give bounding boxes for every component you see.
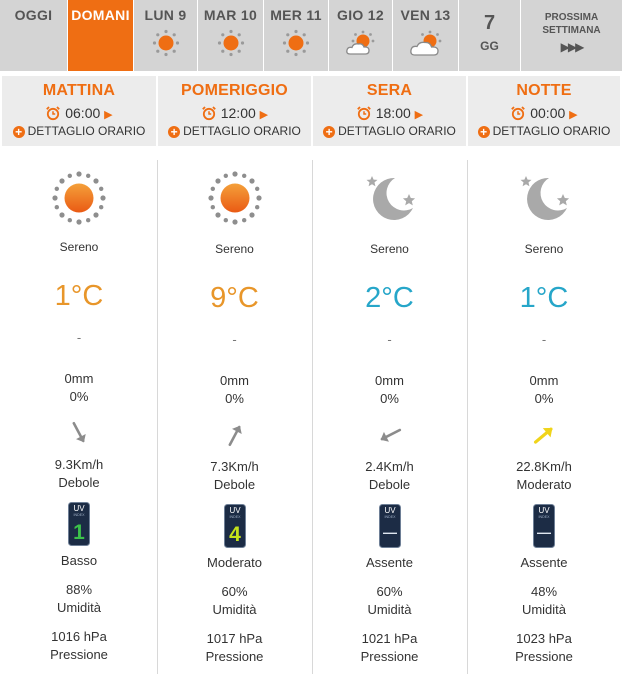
- pressure-value: 1021 hPa: [361, 631, 418, 646]
- plus-icon: +: [13, 126, 25, 138]
- arrow-right-icon: ▶: [569, 109, 578, 121]
- pressure-label: Pressione: [205, 649, 264, 664]
- temperature: 1°C: [519, 282, 569, 314]
- wind-speed: 9.3Km/h: [54, 457, 104, 472]
- condition-text: Sereno: [59, 240, 99, 254]
- day-tabs: [0, 0, 622, 71]
- moon-icon: [516, 170, 572, 226]
- forecast-column-notte: [468, 150, 620, 680]
- triple-arrow-icon: ▶▶▶: [560, 40, 583, 54]
- period-time-value: 00:00: [530, 105, 566, 121]
- rain-amount: 0mm: [64, 371, 94, 386]
- svg-text:UV: UV: [228, 506, 241, 515]
- sun-icon: [51, 170, 107, 226]
- tab-mer-11[interactable]: [264, 0, 329, 71]
- plus-icon: +: [168, 126, 180, 138]
- humidity-value: 60%: [221, 584, 248, 599]
- svg-text:INDEX: INDEX: [384, 515, 395, 519]
- seven-days-unit: GG: [480, 39, 499, 53]
- uv-index-icon: [379, 504, 401, 548]
- forecast-column-pomeriggio: [158, 150, 311, 680]
- rain-probability: 0%: [69, 389, 89, 404]
- humidity-value: 88%: [65, 582, 93, 597]
- wind-description: Debole: [368, 477, 411, 492]
- precipitation-note: -: [76, 330, 82, 345]
- period-time: [158, 105, 311, 121]
- wind-description: Moderato: [516, 477, 572, 492]
- wind-arrow-icon: [375, 420, 405, 450]
- alarm-clock-icon: [356, 105, 372, 121]
- detail-label: DETTAGLIO ORARIO: [27, 124, 146, 138]
- humidity-value: 48%: [530, 584, 558, 599]
- condition-text: Sereno: [215, 242, 254, 256]
- sun-icon: [279, 28, 313, 58]
- svg-text:INDEX: INDEX: [538, 515, 550, 519]
- arrow-right-icon: ▶: [414, 109, 424, 121]
- tab-lun-9[interactable]: [134, 0, 198, 71]
- moon-icon: [362, 170, 418, 226]
- tab-gio-12[interactable]: [329, 0, 393, 71]
- period-time: [2, 105, 156, 121]
- uv-index-icon: [68, 502, 90, 546]
- uv-value: —: [537, 524, 551, 540]
- pressure-value: 1017 hPa: [206, 631, 263, 646]
- pressure-label: Pressione: [515, 649, 573, 664]
- period-name: POMERIGGIO: [181, 82, 288, 99]
- sun-icon: [214, 28, 248, 58]
- svg-text:INDEX: INDEX: [73, 513, 85, 517]
- pressure-label: Pressione: [360, 649, 419, 664]
- wind-speed: 7.3Km/h: [210, 459, 259, 474]
- detail-link[interactable]: [158, 124, 311, 138]
- period-time-value: 18:00: [375, 105, 411, 121]
- plus-icon: +: [323, 126, 335, 138]
- rain-amount: 0mm: [529, 373, 559, 388]
- precipitation-note: -: [232, 332, 237, 347]
- detail-label: DETTAGLIO ORARIO: [338, 124, 456, 138]
- wind-description: Debole: [58, 475, 100, 490]
- next-week-label: [521, 11, 622, 37]
- condition-text: Sereno: [524, 242, 564, 256]
- alarm-clock-icon: [201, 105, 217, 121]
- pressure-value: 1016 hPa: [51, 629, 107, 644]
- uv-label: Assente: [520, 555, 568, 570]
- svg-text:UV: UV: [383, 506, 396, 515]
- uv-value: 1: [73, 521, 85, 544]
- period-header-notte: [468, 76, 620, 146]
- svg-text:UV: UV: [538, 506, 550, 515]
- period-header-sera: [313, 76, 466, 146]
- svg-text:INDEX: INDEX: [229, 515, 240, 519]
- next-week-line1: PROSSIMA: [544, 12, 599, 23]
- condition-text: Sereno: [370, 242, 409, 256]
- uv-value: —: [382, 524, 397, 540]
- wind-description: Debole: [213, 477, 256, 492]
- uv-label: Moderato: [207, 555, 262, 570]
- period-time: [468, 105, 620, 121]
- period-header-pomeriggio: [158, 76, 311, 146]
- svg-text:UV: UV: [73, 504, 85, 513]
- period-time-value: 06:00: [65, 105, 101, 121]
- arrow-right-icon: ▶: [259, 109, 269, 121]
- detail-link[interactable]: [468, 124, 620, 138]
- uv-index-icon: [224, 504, 246, 548]
- tab-label: DOMANI: [71, 7, 130, 23]
- period-name: NOTTE: [516, 82, 572, 99]
- detail-link[interactable]: [313, 124, 466, 138]
- period-name: SERA: [366, 82, 413, 99]
- tab-7-giorni[interactable]: [459, 0, 521, 71]
- tab-domani[interactable]: [68, 0, 134, 71]
- period-name: MATTINA: [42, 82, 116, 99]
- detail-link[interactable]: [2, 124, 156, 138]
- rain-amount: 0mm: [220, 373, 249, 388]
- detail-label: DETTAGLIO ORARIO: [183, 124, 301, 138]
- uv-value: 4: [228, 523, 241, 546]
- humidity-label: Umidità: [367, 602, 412, 617]
- detail-label: DETTAGLIO ORARIO: [492, 124, 611, 138]
- temperature: 2°C: [365, 282, 414, 314]
- humidity-label: Umidità: [212, 602, 257, 617]
- next-week-line2: SETTIMANA: [542, 25, 601, 36]
- tab-label: VEN 13: [400, 7, 451, 23]
- humidity-label: Umidità: [56, 600, 102, 615]
- temperature: 9°C: [210, 282, 259, 314]
- period-time-value: 12:00: [220, 105, 256, 121]
- wind-arrow-icon: [220, 420, 250, 450]
- rain-amount: 0mm: [375, 373, 404, 388]
- humidity-value: 60%: [376, 584, 403, 599]
- uv-label: Assente: [366, 555, 413, 570]
- tab-prossima-settimana[interactable]: [521, 0, 622, 71]
- partly-cloudy-icon: [344, 28, 378, 58]
- tab-label: LUN 9: [144, 7, 187, 23]
- alarm-clock-icon: [45, 105, 61, 121]
- plus-icon: +: [478, 126, 490, 138]
- arrow-right-icon: ▶: [104, 109, 113, 121]
- pressure-label: Pressione: [50, 647, 108, 662]
- seven-days-number: 7: [483, 12, 496, 34]
- rain-probability: 0%: [380, 391, 399, 406]
- precipitation-note: -: [541, 332, 547, 347]
- tab-label: MER 11: [270, 7, 322, 23]
- partly-cloudy-icon: [409, 28, 443, 58]
- wind-arrow-icon: [529, 420, 559, 450]
- wind-arrow-icon: [64, 418, 94, 448]
- sun-icon: [149, 28, 183, 58]
- temperature: 1°C: [54, 280, 104, 312]
- uv-label: Basso: [60, 553, 98, 568]
- rain-probability: 0%: [225, 391, 244, 406]
- humidity-label: Umidità: [521, 602, 567, 617]
- wind-speed: 2.4Km/h: [365, 459, 414, 474]
- tab-label: OGGI: [14, 7, 53, 23]
- period-time: [313, 105, 466, 121]
- sun-icon: [207, 170, 263, 226]
- period-header-mattina: [2, 76, 156, 146]
- tab-oggi[interactable]: [0, 0, 68, 71]
- forecast-column-mattina: [2, 150, 156, 680]
- alarm-clock-icon: [510, 105, 526, 121]
- forecast-column-sera: [313, 150, 466, 680]
- wind-speed: 22.8Km/h: [516, 459, 572, 474]
- pressure-value: 1023 hPa: [516, 631, 572, 646]
- rain-probability: 0%: [534, 391, 554, 406]
- tab-label: GIO 12: [337, 7, 384, 23]
- tab-label: MAR 10: [203, 7, 258, 23]
- uv-index-icon: [533, 504, 555, 548]
- precipitation-note: -: [387, 332, 392, 347]
- tab-mar-10[interactable]: [198, 0, 264, 71]
- tab-ven-13[interactable]: [393, 0, 459, 71]
